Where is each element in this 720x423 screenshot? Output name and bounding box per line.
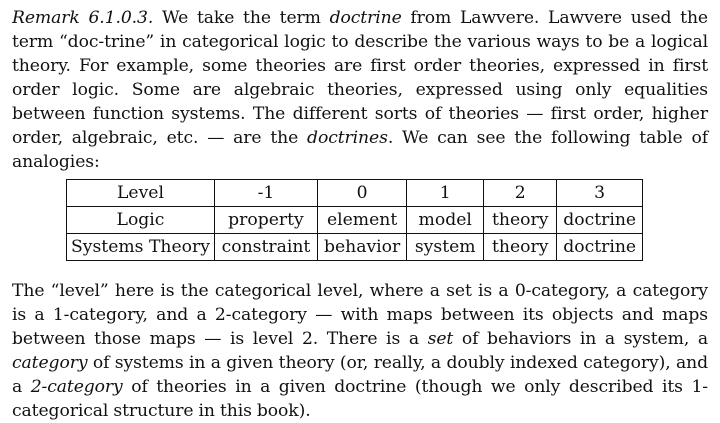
para2-text-c: of systems in a given theory (or, really, a doubly indexed category), and a <box>12 353 708 397</box>
table-cell: 2 <box>484 180 557 207</box>
table-cell: doctrine <box>557 207 643 234</box>
table-cell: constraint <box>214 234 317 261</box>
para2-text-b: of behaviors in a system, a <box>453 329 708 349</box>
table-cell: theory <box>484 207 557 234</box>
table-cell: model <box>407 207 484 234</box>
row-header-logic: Logic <box>67 207 215 234</box>
table-cell: doctrine <box>557 234 643 261</box>
remark-paragraph <box>12 6 708 174</box>
table-cell: 3 <box>557 180 643 207</box>
analogies-table <box>66 179 643 261</box>
table-row-systems-theory <box>67 234 643 261</box>
table-cell: property <box>214 207 317 234</box>
term-doctrines: doctrines <box>307 128 388 148</box>
row-header-systems-theory: Systems Theory <box>67 234 215 261</box>
remark-label: Remark 6.1.0.3. <box>12 8 154 28</box>
remark-text-a: We take the term <box>161 8 330 28</box>
term-set: set <box>427 329 454 349</box>
table-row-level <box>67 180 643 207</box>
table-cell: -1 <box>214 180 317 207</box>
para2-text-a: The “level” here is the categorical level, where a set is a 0-category, a category is a 1-category, and a 2-category — with maps between its objects and maps between those maps — is level 2. There is a <box>12 281 708 349</box>
level-explanation-paragraph <box>12 279 708 423</box>
table-cell: behavior <box>317 234 406 261</box>
table-cell: system <box>407 234 484 261</box>
para2-text-d: of theories in a given doctrine (though we only described its 1-categorical structure in this book). <box>12 377 708 421</box>
remark-text-b: from Lawvere. Lawvere used the term “doc-trine” in categorical logic to describe the various ways to be a logical theory. For example, some theories are first order theories, expressed in first order logic. Some are algebraic theories, expressed using only equalities between function systems. The different sorts of theories — first order, higher order, algebraic, etc. — are the <box>12 8 708 148</box>
row-header-level: Level <box>67 180 215 207</box>
term-category: category <box>12 353 88 373</box>
term-doctrine: doctrine <box>329 8 402 28</box>
table-cell: 1 <box>407 180 484 207</box>
table-cell: theory <box>484 234 557 261</box>
table-cell: element <box>317 207 406 234</box>
term-2-category: 2-category <box>30 377 123 397</box>
remark-text-c: . We can see the following table of analogies: <box>12 128 708 172</box>
table-row-logic <box>67 207 643 234</box>
table-cell: 0 <box>317 180 406 207</box>
